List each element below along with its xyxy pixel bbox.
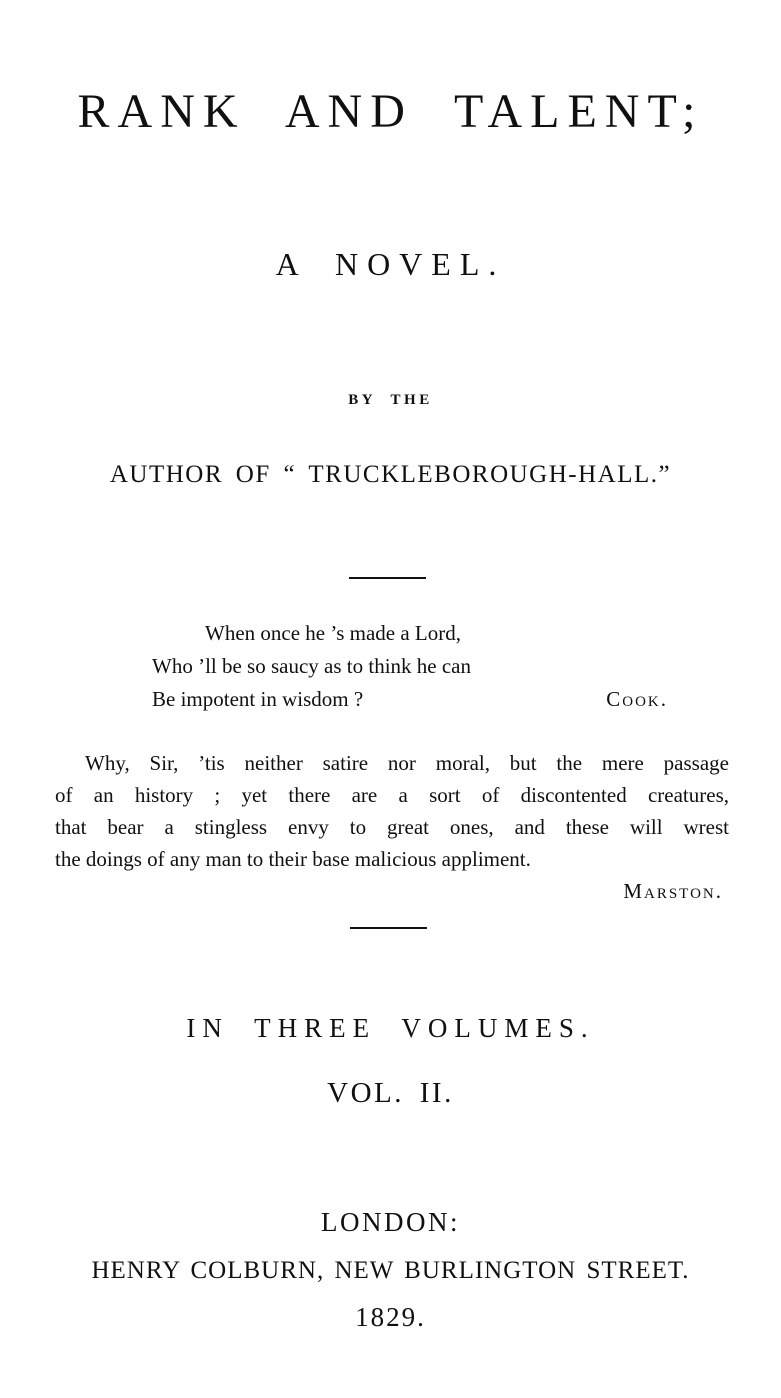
prose-line: Why, Sir, ’tis neither satire nor moral, but the mere passage: [85, 751, 729, 775]
imprint-city: LONDON:: [321, 1207, 460, 1237]
volume-number: VOL. II.: [327, 1077, 454, 1109]
page-title: RANK AND TALENT;: [77, 85, 704, 138]
byline-author: AUTHOR OF “ TRUCKLEBOROUGH-HALL.”: [109, 461, 672, 488]
prose-line: of an history ; yet there are a sort of discontented creatures,: [55, 783, 729, 807]
prose-line: the doings of any man to their base malicious appliment.: [55, 847, 531, 871]
imprint-publisher: HENRY COLBURN, NEW BURLINGTON STREET.: [91, 1257, 690, 1284]
verse-line-text: Be impotent in wisdom ?: [152, 687, 364, 711]
prose-line: that bear a stingless envy to great ones, and these will wrest: [55, 815, 729, 839]
divider-rule-bottom: [350, 927, 427, 929]
divider-rule-top: [349, 577, 426, 579]
prose-quote: [55, 747, 729, 907]
verse-line: [152, 683, 668, 716]
page-subtitle: A NOVEL.: [275, 246, 506, 282]
verse-line: When once he ’s made a Lord,: [205, 621, 461, 645]
verse-quote: [152, 617, 668, 716]
edition-statement: IN THREE VOLUMES.: [186, 1013, 595, 1043]
imprint-year: 1829.: [355, 1302, 426, 1332]
byline-prefix: BY THE: [348, 392, 433, 408]
verse-attribution: Cook.: [606, 687, 668, 711]
prose-attribution: Marston.: [623, 879, 723, 903]
verse-line: Who ’ll be so saucy as to think he can: [152, 654, 471, 678]
